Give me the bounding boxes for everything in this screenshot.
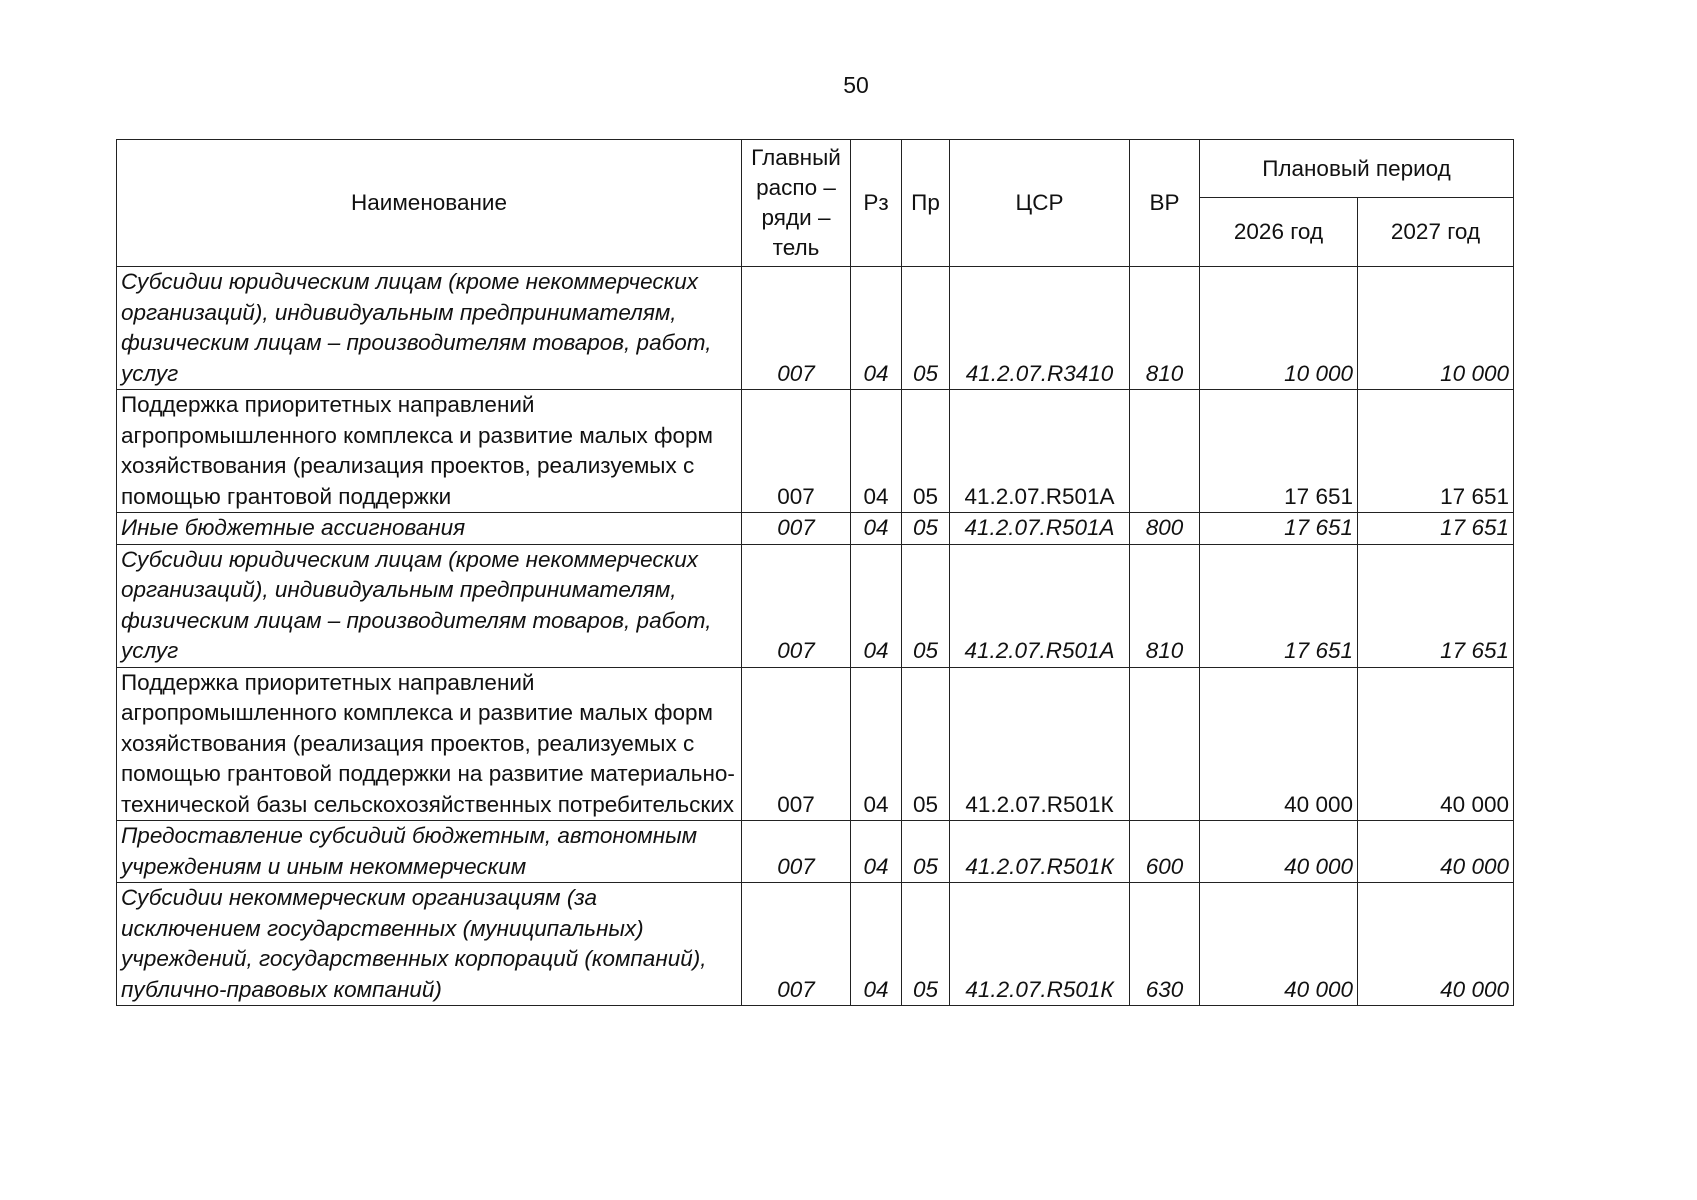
header-vr: ВР	[1130, 140, 1200, 267]
cell-2026: 10 000	[1200, 267, 1358, 390]
cell-pr: 05	[902, 667, 950, 821]
cell-vr: 810	[1130, 267, 1200, 390]
cell-vr	[1130, 390, 1200, 513]
cell-rz: 04	[851, 513, 902, 545]
cell-chief-manager: 007	[742, 267, 851, 390]
cell-vr	[1130, 667, 1200, 821]
cell-csr: 41.2.07.R501К	[950, 667, 1130, 821]
table-body	[117, 267, 1514, 1006]
cell-name: Субсидии юридическим лицам (кроме некоммерческих организаций), индивидуальным предпринимателям, физическим лицам – производителям товаров, работ, услуг	[117, 267, 742, 390]
cell-2027: 10 000	[1358, 267, 1514, 390]
header-csr: ЦСР	[950, 140, 1130, 267]
cell-csr: 41.2.07.R501А	[950, 544, 1130, 667]
cell-pr: 05	[902, 821, 950, 883]
cell-chief-manager: 007	[742, 513, 851, 545]
table-row	[117, 883, 1514, 1006]
cell-rz: 04	[851, 390, 902, 513]
cell-rz: 04	[851, 883, 902, 1006]
cell-2026: 17 651	[1200, 544, 1358, 667]
cell-vr: 630	[1130, 883, 1200, 1006]
table-row	[117, 513, 1514, 545]
cell-2026: 17 651	[1200, 513, 1358, 545]
cell-rz: 04	[851, 821, 902, 883]
cell-name: Иные бюджетные ассигнования	[117, 513, 742, 545]
cell-name: Поддержка приоритетных направлений агропромышленного комплекса и развитие малых форм хозяйствования (реализация проектов, реализуемых с помощью грантовой поддержки	[117, 390, 742, 513]
table-row	[117, 544, 1514, 667]
cell-name: Предоставление субсидий бюджетным, автономным учреждениям и иным некоммерческим	[117, 821, 742, 883]
cell-csr: 41.2.07.R3410	[950, 267, 1130, 390]
cell-pr: 05	[902, 544, 950, 667]
cell-vr: 810	[1130, 544, 1200, 667]
cell-2026: 40 000	[1200, 821, 1358, 883]
cell-2027: 17 651	[1358, 544, 1514, 667]
header-rz: Рз	[851, 140, 902, 267]
header-name: Наименование	[117, 140, 742, 267]
budget-table	[116, 139, 1514, 1006]
header-year-2026: 2026 год	[1200, 198, 1358, 267]
cell-chief-manager: 007	[742, 821, 851, 883]
table-row	[117, 821, 1514, 883]
cell-pr: 05	[902, 883, 950, 1006]
table-row	[117, 390, 1514, 513]
cell-vr: 800	[1130, 513, 1200, 545]
header-pr: Пр	[902, 140, 950, 267]
cell-rz: 04	[851, 667, 902, 821]
table-row	[117, 667, 1514, 821]
cell-rz: 04	[851, 544, 902, 667]
cell-chief-manager: 007	[742, 544, 851, 667]
table-header	[117, 140, 1514, 267]
page-number: 50	[843, 72, 869, 98]
cell-chief-manager: 007	[742, 667, 851, 821]
cell-2027: 40 000	[1358, 883, 1514, 1006]
cell-2027: 17 651	[1358, 390, 1514, 513]
cell-pr: 05	[902, 513, 950, 545]
cell-2027: 40 000	[1358, 821, 1514, 883]
cell-2026: 40 000	[1200, 667, 1358, 821]
cell-pr: 05	[902, 390, 950, 513]
cell-csr: 41.2.07.R501А	[950, 513, 1130, 545]
cell-2026: 17 651	[1200, 390, 1358, 513]
cell-vr: 600	[1130, 821, 1200, 883]
cell-name: Поддержка приоритетных направлений агропромышленного комплекса и развитие малых форм хозяйствования (реализация проектов, реализуемых с помощью грантовой поддержки на развитие материально-технической базы сельскохозяйственных потребительских	[117, 667, 742, 821]
header-planned-period: Плановый период	[1200, 140, 1514, 198]
header-chief-manager: Главный распо – ряди – тель	[742, 140, 851, 267]
table-row	[117, 267, 1514, 390]
cell-csr: 41.2.07.R501К	[950, 883, 1130, 1006]
cell-2026: 40 000	[1200, 883, 1358, 1006]
cell-name: Субсидии юридическим лицам (кроме некоммерческих организаций), индивидуальным предпринимателям, физическим лицам – производителям товаров, работ, услуг	[117, 544, 742, 667]
cell-csr: 41.2.07.R501А	[950, 390, 1130, 513]
cell-csr: 41.2.07.R501К	[950, 821, 1130, 883]
cell-2027: 17 651	[1358, 513, 1514, 545]
cell-name: Субсидии некоммерческим организациям (за исключением государственных (муниципальных) учреждений, государственных корпораций (компаний), публично-правовых компаний)	[117, 883, 742, 1006]
cell-pr: 05	[902, 267, 950, 390]
cell-2027: 40 000	[1358, 667, 1514, 821]
cell-chief-manager: 007	[742, 883, 851, 1006]
cell-chief-manager: 007	[742, 390, 851, 513]
header-year-2027: 2027 год	[1358, 198, 1514, 267]
cell-rz: 04	[851, 267, 902, 390]
